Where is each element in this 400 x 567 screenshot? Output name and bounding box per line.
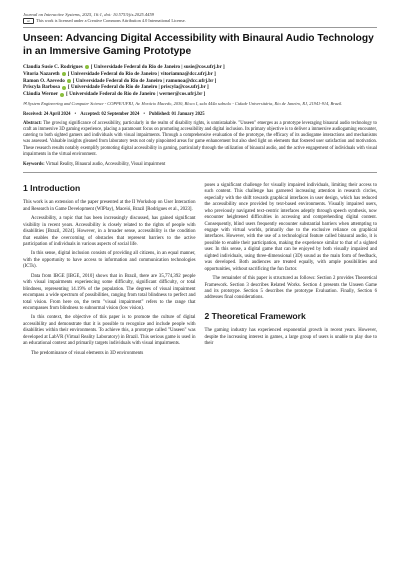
paragraph: Accessibility, a topic that has been increasingly discussed, has gained significant visibility in recent years. Accessibility is closely related to the rights of people with disabilities [Brazil, 2024]. However, in a broader sense, accessibility is the condition that enables the overcoming of obstacles that represent barriers to the active participation of individuals in various aspects of social life. [23,216,196,247]
author-row [23,64,377,71]
date-separator: • [143,111,145,117]
orcid-icon[interactable] [62,72,66,76]
article-dates [23,112,377,117]
paragraph: The gaming industry has experienced exponential growth in recent years. However, despite the increasing interest in games, a large group of users is unable to play due to their [204,328,377,347]
section-heading-introduction: 1 Introduction [23,182,81,193]
author-name: Priscyla Barbosa [23,84,60,91]
paper-title: Unseen: Advancing Digital Accessibility with Binaural Audio Technology in an Immersive Gaming Prototype [23,33,374,57]
abstract-rule [23,172,377,173]
abstract-label: Abstract: [23,120,42,126]
accepted-date: Accepted: 02 September 2024 [80,111,140,117]
paragraph: This work is an extension of the paper presented at the II Workshop on User Interaction and Research in Game Development (WIPlay), Maceió, Brazil [Rodrigues et al., 2023]. [23,200,196,212]
section-heading-theoretical-framework: 2 Theoretical Framework [204,310,306,321]
orcid-icon[interactable] [62,86,66,90]
right-column [205,183,378,360]
author-name: Ramon O. Azevedo [23,77,65,84]
license-line [23,18,377,24]
author-name: Claudia Susie C. Rodrigues [23,64,83,71]
author-affiliation: [ Universidade Federal do Rio de Janeiro | vitoriamna@dcc.ufrj.br ] [67,70,216,77]
author-name: Vitoria Nazareth [23,70,60,77]
author-affiliation: [ Universidade Federal do Rio de Janeiro | priscyla@cos.ufrj.br ] [67,84,209,91]
cc-license-icon: cc [23,18,34,24]
keywords-label: Keywords: [23,161,45,167]
author-list [23,64,377,98]
author-row [23,91,377,98]
abstract-text: The growing significance of accessibility, particularly in the realm of disability rights, is unmistakable. "Unseen" emerges as a prototype leveraging binaural audio technology to craft an immersive 3D gaming experience, placing a paramount focus on promoting accessibility and digital inclusion. Its primary objective is to deliver a immersive audiogaming encounter, catering to both sighted gamers and individuals with visual impairments. Through a comprehensive evaluation of the prototype, the efficacy of its audiogame interactions and mechanisms was assessed. Valuable insights gleaned from laboratory tests not only pinpointed areas for game enhancement but also shed light on elements that fostered user satisfaction and motivation. These research results notably exemplify promoting digital accessibility in gaming, particularly through the utilization of binaural audio, and the active engagement of individuals with visual impairments in the virtual environment. [23,120,378,157]
orcid-icon[interactable] [67,79,71,83]
correspondence-address: ✉ System Engineering and Computer Science - COPPE/UFRJ, Av. Horácio Macedo, 2030, Bloco I, sala 444a subsolo - Cidade Universitária, Rio de Janeiro, RJ, 21941-914, Brazil. [23,100,343,106]
received-date: Received: 24 April 2024 [23,111,71,117]
author-name: Cláudia Werner [23,91,59,98]
license-text[interactable]: This work is licensed under a Creative Commons Attribution 4.0 International License. [36,18,186,24]
abstract [23,121,377,158]
author-row [23,71,377,78]
date-separator: • [74,111,77,117]
orcid-icon[interactable] [60,93,64,97]
paragraph: Data from IBGE [IBGE, 2010] shows that in Brazil, there are 35,774,392 people with visual impairments experiencing some difficulty, significant difficulty, or total blindness, representing 14.19% of the population. The degrees of visual impairment encompass a wide spectrum of possibilities, ranging from total blindness to perfect and total vision. From here on, the term "visual impairment" refers to the range that encompasses from blindness to subnormal vision (low vision). [23,273,196,311]
journal-citation: Journal on Interactive Systems, 2025, 16:1, doi: 10.5753/jis.2025.4459 [23,12,155,17]
left-column [23,183,196,360]
paragraph: poses a significant challenge for visually impaired individuals, limiting their access to such content. This challenge has garnered increasing attention in research circles, especially with the shift towards graphical interfaces in user design, which has reduced the accessibility once provided by text-based environments. Visually impaired users, who previously navigated text-centric interfaces adeptly through speech synthesis, now encounter heightened difficulties in accessing and comprehending digital content. Consequently, blind users frequently encounter substantial barriers when attempting to engage with virtual worlds, primarily due to the exclusive reliance on graphical interfaces. However, with the use of a technological feature called binaural audio, it is possible to enable their participation, making the experience similar to that of a sighted user. In this sense, a digital game that can be enjoyed by both visually impaired and sighted individuals, using three-dimensional (3D) sound as the main form of feedback, was developed. Both audiences are treated equally, with ample possibilities and opportunities, without sacrificing the fun factor. [204,182,377,272]
body-columns [23,183,377,360]
author-affiliation: [ Universidade Federal do Rio de Janeiro | susie@cos.ufrj.br ] [90,64,225,71]
header-rule [23,27,377,28]
keywords [23,162,377,167]
published-date: Published: 01 January 2025 [149,111,205,117]
paragraph: The predominance of visual elements in 3D environments [31,350,144,356]
author-affiliation: [ Universidade Federal do Rio de Janeiro | ramonoa@dcc.ufrj.br ] [72,77,217,84]
author-affiliation: [ Universidade Federal do Rio de Janeiro | werner@cos.ufrj.br ] [66,91,206,98]
author-row [23,78,377,85]
paragraph: The remainder of this paper is structured as follows: Section 2 provides Theoretical Framework. Section 3 describes Related Works. Section 4 presents the Unseen Game and its prototype. Section 5 describes the prototype Evaluation. Finally, Section 6 addresses final considerations. [204,276,377,301]
keywords-text: Virtual Reality, Binaural audio, Accessibility, Visual impairment [45,161,166,167]
paragraph: In this sense, digital inclusion consists of providing all citizens, in an equal manner, with the opportunity to have access to information and communication technologies (ICTs). [23,251,196,270]
author-row [23,84,377,91]
orcid-icon[interactable] [85,65,89,69]
paragraph: In this context, the objective of this paper is to promote the culture of digital accessibility and demonstrate that it is possible to recognize and include people with disabilities within their environments. To achieve this, a prototype called "Unseen" was developed at LabVR (Virtual Reality Laboratory) in Brazil. This serious game is used in an educational context and primarily targets individuals with visual impairments. [23,315,196,347]
